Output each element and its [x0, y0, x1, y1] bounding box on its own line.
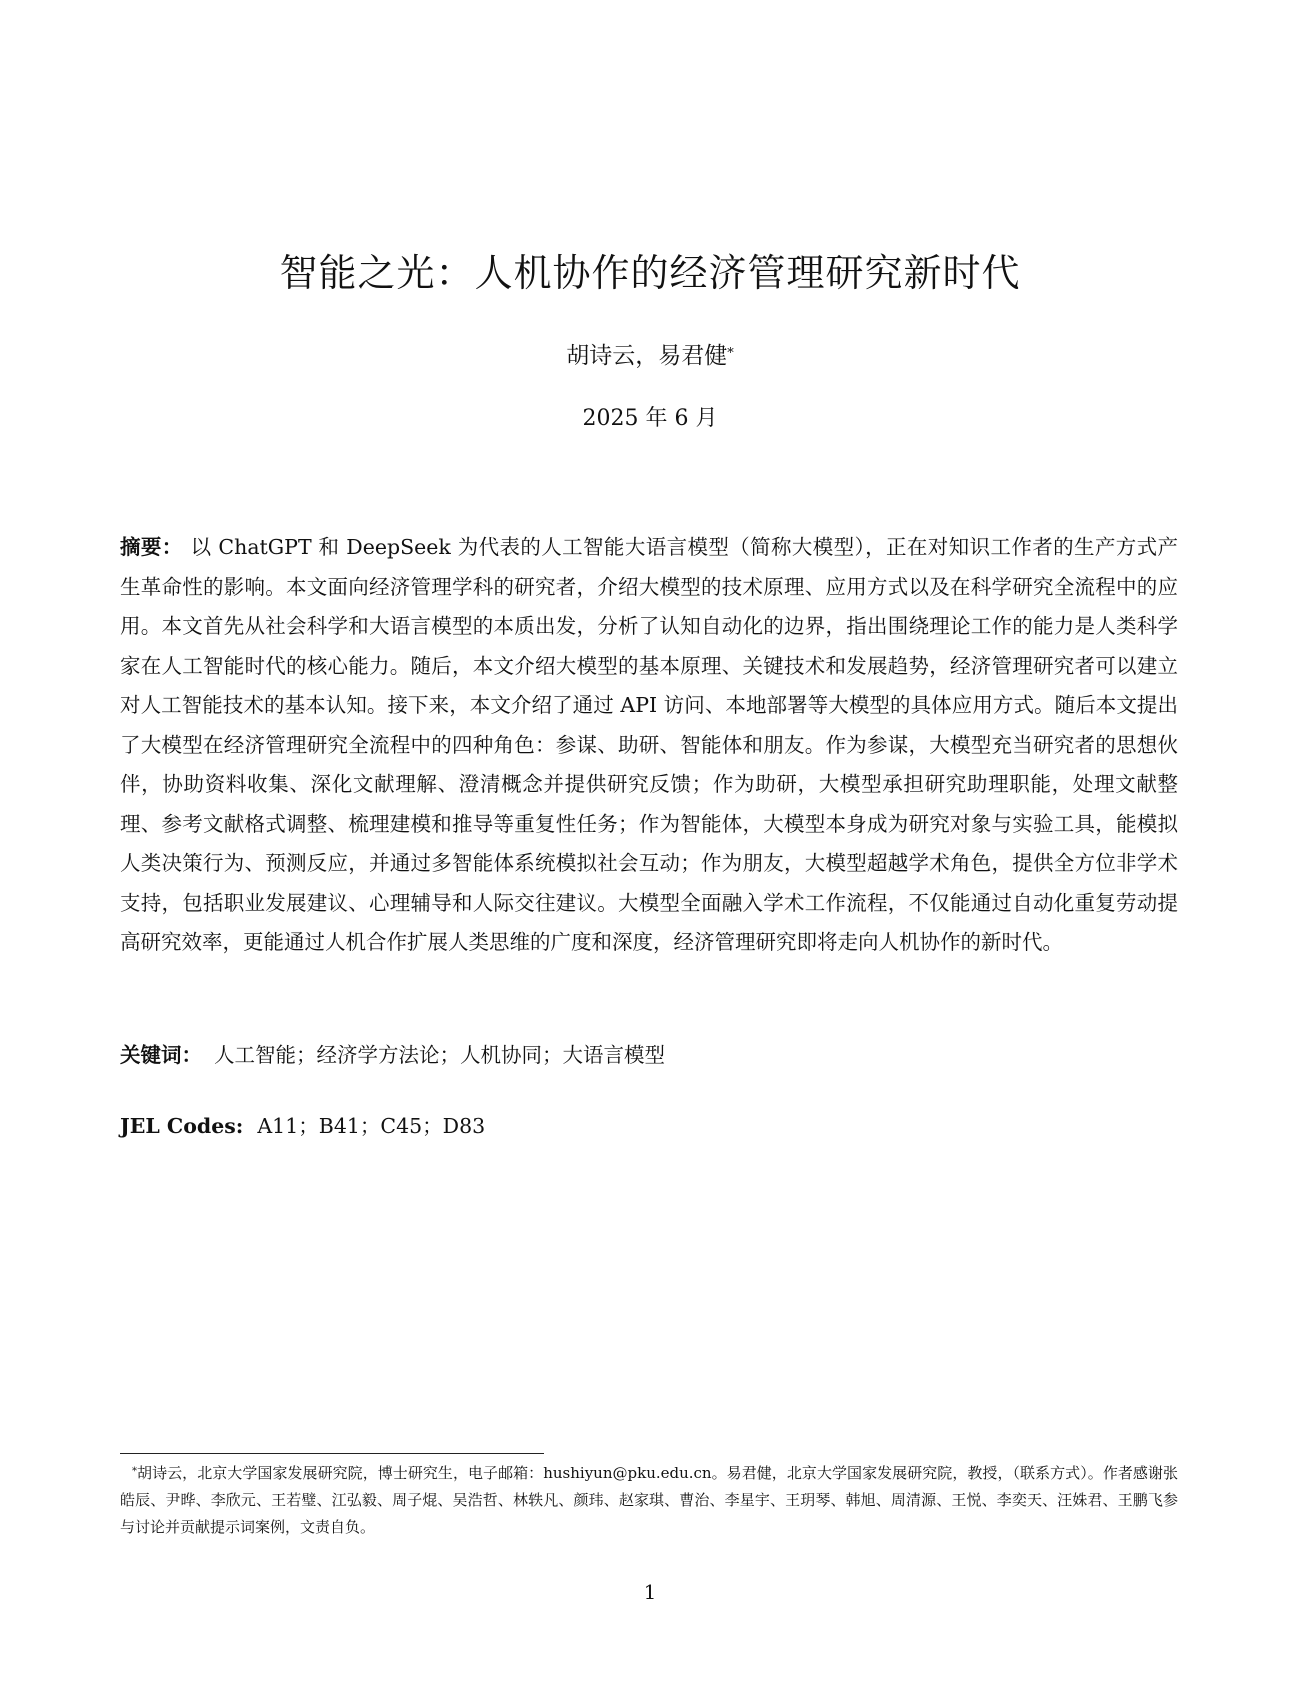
page-number: 1: [643, 1580, 657, 1604]
abstract-text: 以 ChatGPT 和 DeepSeek 为代表的人工智能大语言模型（简称大模型），正在对知识工作者的生产方式产生革命性的影响。本文面向经济管理学科的研究者，介绍大模型的技术原理、应用方式以及在科学研究全流程中的应用。本文首先从社会科学和大语言模型的本质出发，分析了认知自动化的边界，指出围绕理论工作的能力是人类科学家在人工智能时代的核心能力。随后，本文介绍大模型的基本原理、关键技术和发展趋势，经济管理研究者可以建立对人工智能技术的基本认知。接下来，本文介绍了通过 API 访问、本地部署等大模型的具体应用方式。随后本文提出了大模型在经济管理研究全流程中的四种角色：参谋、助研、智能体和朋友。作为参谋，大模型充当研究者的思想伙伴，协助资料收集、深化文献理解、澄清概念并提供研究反馈；作为助研，大模型承担研究助理职能，处理文献整理、参考文献格式调整、梳理建模和推导等重复性任务；作为智能体，大模型本身成为研究对象与实验工具，能模拟人类决策行为、预测反应，并通过多智能体系统模拟社会互动；作为朋友，大模型超越学术角色，提供全方位非学术支持，包括职业发展建议、心理辅导和人际交往建议。大模型全面融入学术工作流程，不仅能通过自动化重复劳动提高研究效率，更能通过人机合作扩展人类思维的广度和深度，经济管理研究即将走向人机协作的新时代。: [120, 535, 1179, 954]
keywords-label: 关键词：: [120, 1043, 202, 1067]
author-names: 胡诗云，易君健: [566, 343, 728, 369]
paper-title: 智能之光：人机协作的经济管理研究新时代: [279, 251, 1021, 295]
jel-codes-label: JEL Codes:: [120, 1114, 244, 1138]
publication-date: 2025 年 6 月: [582, 406, 718, 431]
keywords-text: 人工智能；经济学方法论；人机协同；大语言模型: [214, 1043, 665, 1067]
author-footnote-mark[interactable]: *: [727, 346, 734, 361]
abstract-label: 摘要：: [120, 535, 183, 559]
abstract-section: [120, 528, 1178, 963]
jel-codes-text: A11；B41；C45；D83: [257, 1114, 486, 1138]
keywords-section: [120, 1040, 1178, 1070]
author-line: [120, 340, 1180, 372]
footnote-mark: *: [132, 1466, 137, 1477]
footnote-text: 胡诗云，北京大学国家发展研究院，博士研究生，电子邮箱：hushiyun@pku.edu.cn。易君健，北京大学国家发展研究院，教授，（联系方式）。作者感谢张皓辰、尹晔、李欣元、王若璧、江弘毅、周子焜、吴浩哲、林轶凡、颜玮、赵家琪、曹治、李星宇、王玥琴、韩旭、周清源、王悦、李奕天、汪姝君、王鹏飞参与讨论并贡献提示词案例，文责自负。: [120, 1464, 1178, 1536]
footnote-divider: [120, 1453, 544, 1454]
footnote: [120, 1460, 1178, 1541]
jel-codes-section: [120, 1111, 1178, 1141]
